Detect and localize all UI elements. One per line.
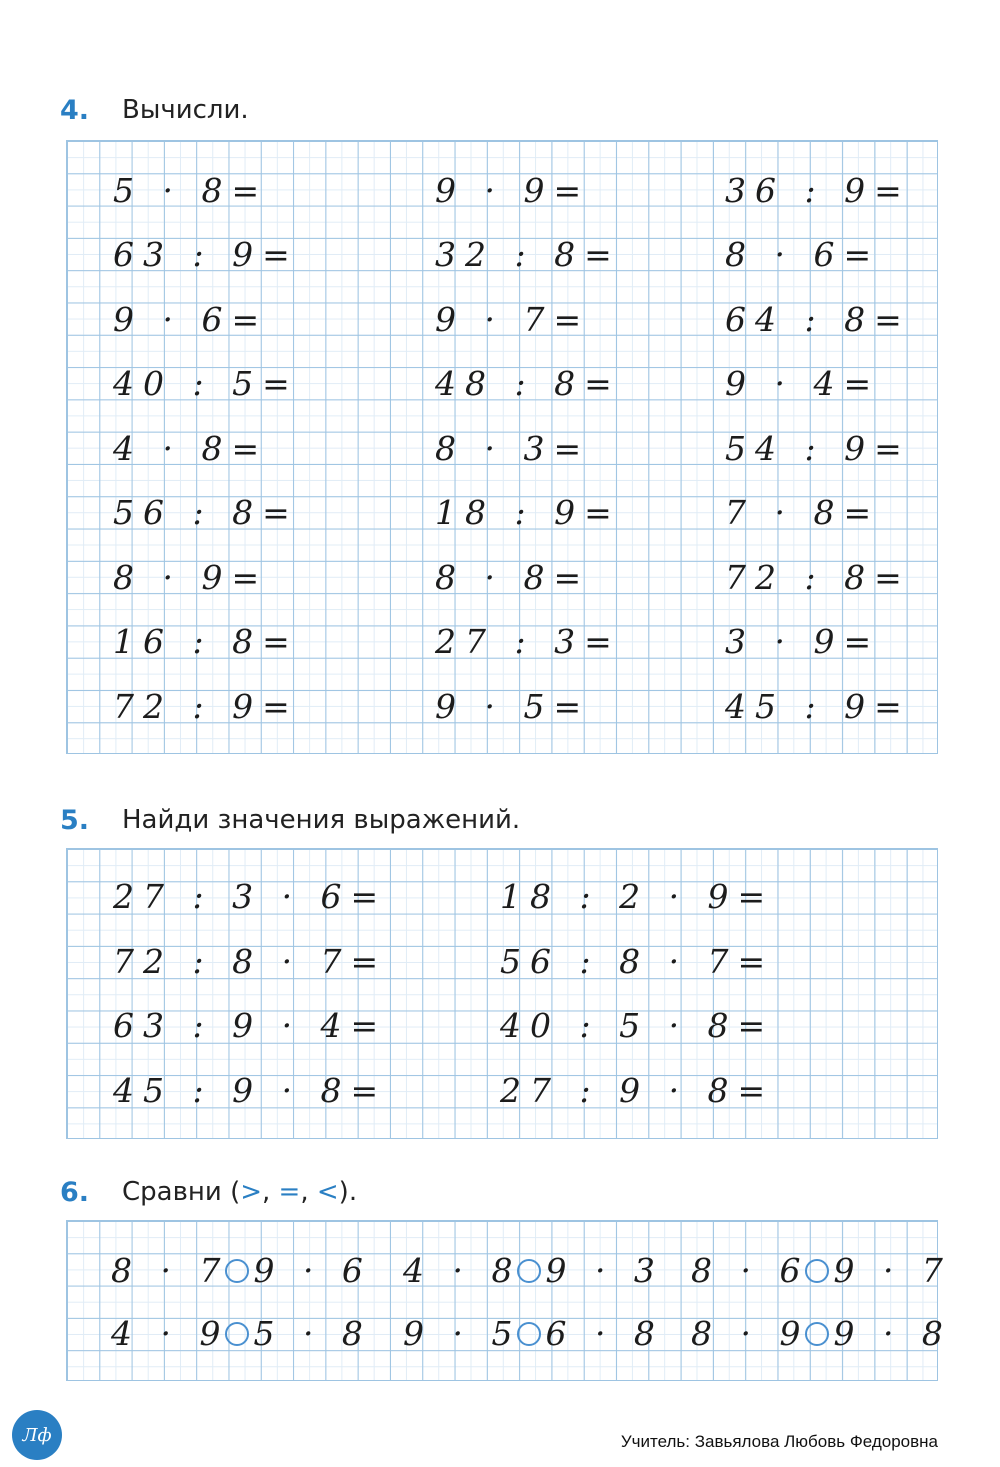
comparison-right: 9 · 3 [545, 1251, 664, 1290]
comparison-circle[interactable] [225, 1259, 249, 1283]
task-5-expression: 45 : 9 · 8= [113, 1071, 388, 1110]
task-4-expression: 72 : 9= [113, 687, 299, 726]
task-5-expression: 56 : 8 · 7= [500, 942, 775, 981]
task-4-expression: 32 : 8= [435, 235, 621, 274]
comparison-left: 4 · 8 [403, 1251, 522, 1290]
task-4-expression: 9 · 5= [435, 687, 591, 726]
publisher-logo-text: Лф [22, 1424, 52, 1446]
task-4-expression: 27 : 3= [435, 622, 621, 661]
comparison-left: 8 · 7 [111, 1251, 230, 1290]
task-4-expression: 3 · 9= [725, 622, 881, 661]
equals-symbol: = [278, 1177, 301, 1207]
task-5-expression: 27 : 3 · 6= [113, 877, 388, 916]
task-4-expression: 8 · 9= [113, 558, 269, 597]
teacher-credit: Учитель: Завьялова Любовь Федоровна [620, 1432, 938, 1451]
comparison-left: 8 · 6 [691, 1251, 810, 1290]
task-5-expression: 72 : 8 · 7= [113, 942, 388, 981]
task-5-expression: 40 : 5 · 8= [500, 1006, 775, 1045]
comparison-right: 9 · 8 [833, 1314, 952, 1353]
task-4-expression: 72 : 8= [725, 558, 911, 597]
publisher-logo-icon [12, 1410, 62, 1460]
task-6-title [122, 1177, 357, 1207]
comparison-item [691, 1316, 952, 1352]
comparison-item [691, 1253, 952, 1289]
task-5-header [60, 800, 520, 840]
task-4-expression: 54 : 9= [725, 429, 911, 468]
task-6-number: 6. [60, 1176, 90, 1208]
task-5-grid [66, 848, 938, 1139]
task-6-title-suffix: ). [338, 1177, 358, 1207]
comparison-item [403, 1316, 664, 1352]
task-5-title: Найди значения выражений. [122, 805, 521, 835]
comparison-left: 4 · 9 [111, 1314, 230, 1353]
task-4-expression: 45 : 9= [725, 687, 911, 726]
task-4-expression: 9 · 6= [113, 300, 269, 339]
comparison-right: 6 · 8 [545, 1314, 664, 1353]
less-than-symbol: < [316, 1177, 339, 1207]
task-6-separator: , [300, 1177, 317, 1207]
comparison-left: 9 · 5 [403, 1314, 522, 1353]
task-4-title: Вычисли. [122, 95, 249, 125]
comparison-circle[interactable] [805, 1322, 829, 1346]
comparison-right: 5 · 8 [253, 1314, 372, 1353]
task-6-separator: , [262, 1177, 279, 1207]
task-4-number: 4. [60, 94, 90, 126]
task-5-number: 5. [60, 804, 90, 836]
comparison-circle[interactable] [225, 1322, 249, 1346]
task-4-expression: 18 : 9= [435, 493, 621, 532]
task-5-expression: 63 : 9 · 4= [113, 1006, 388, 1045]
task-4-expression: 8 · 3= [435, 429, 591, 468]
task-4-expression: 7 · 8= [725, 493, 881, 532]
task-4-expression: 48 : 8= [435, 364, 621, 403]
task-6-title-prefix: Сравни ( [122, 1177, 241, 1207]
task-4-expression: 4 · 8= [113, 429, 269, 468]
task-4-expression: 8 · 6= [725, 235, 881, 274]
task-5-expression: 27 : 9 · 8= [500, 1071, 775, 1110]
task-4-expression: 9 · 9= [435, 171, 591, 210]
task-4-expression: 63 : 9= [113, 235, 299, 274]
comparison-circle[interactable] [805, 1259, 829, 1283]
task-4-expression: 36 : 9= [725, 171, 911, 210]
comparison-item [403, 1253, 664, 1289]
task-4-expression: 56 : 8= [113, 493, 299, 532]
task-4-expression: 9 · 4= [725, 364, 881, 403]
task-4-grid [66, 140, 938, 754]
task-4-expression: 64 : 8= [725, 300, 911, 339]
comparison-item [111, 1253, 372, 1289]
comparison-circle[interactable] [517, 1322, 541, 1346]
task-6-grid [66, 1220, 952, 1381]
comparison-circle[interactable] [517, 1259, 541, 1283]
task-4-expression: 16 : 8= [113, 622, 299, 661]
comparison-right: 9 · 7 [833, 1251, 952, 1290]
greater-than-symbol: > [240, 1177, 263, 1207]
task-4-expression: 9 · 7= [435, 300, 591, 339]
comparison-left: 8 · 9 [691, 1314, 810, 1353]
task-6-header [60, 1172, 357, 1212]
task-4-expression: 5 · 8= [113, 171, 269, 210]
comparison-right: 9 · 6 [253, 1251, 372, 1290]
task-5-expression: 18 : 2 · 9= [500, 877, 775, 916]
task-4-expression: 40 : 5= [113, 364, 299, 403]
comparison-item [111, 1316, 372, 1352]
task-4-expression: 8 · 8= [435, 558, 591, 597]
task-4-header [60, 90, 249, 130]
